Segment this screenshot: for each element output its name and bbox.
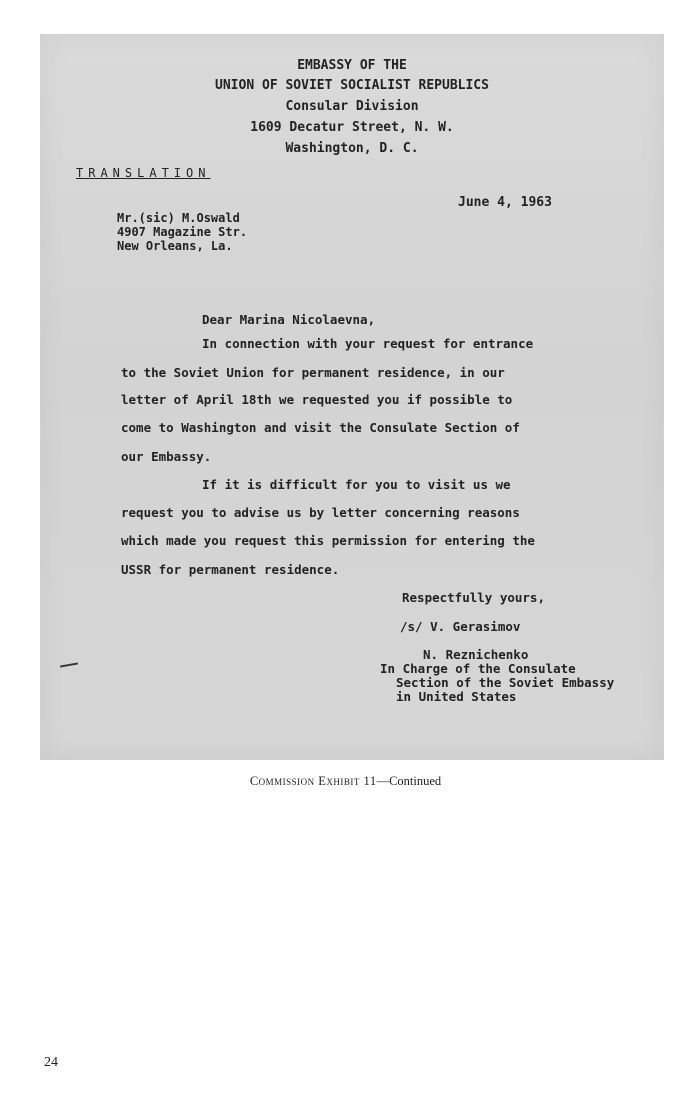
exhibit-caption-label: Commission Exhibit 11 bbox=[249, 774, 377, 788]
body-line: to the Soviet Union for permanent residence, in our bbox=[121, 365, 505, 380]
body-line: letter of April 18th we requested you if possible to bbox=[121, 392, 513, 407]
body-line: request you to advise us by letter concerning reasons bbox=[121, 505, 520, 520]
letterhead-union: UNION OF SOVIET SOCIALIST REPUBLICS bbox=[215, 78, 489, 93]
recipient-city: New Orleans, La. bbox=[117, 239, 233, 253]
exhibit-caption-suffix: —Continued bbox=[376, 774, 442, 788]
body-line: our Embassy. bbox=[121, 449, 212, 464]
body-line: which made you request this permission for entering the bbox=[121, 533, 535, 548]
body-line: come to Washington and visit the Consulate Section of bbox=[121, 420, 520, 435]
recipient-street: 4907 Magazine Str. bbox=[117, 225, 248, 239]
letter-date: June 4, 1963 bbox=[458, 195, 552, 210]
exhibit-caption bbox=[0, 774, 691, 789]
salutation: Dear Marina Nicolaevna, bbox=[202, 312, 376, 327]
body-line: If it is difficult for you to visit us we bbox=[202, 477, 511, 492]
body-line: In connection with your request for entrance bbox=[202, 336, 534, 351]
letterhead-division: Consular Division bbox=[285, 99, 419, 114]
official-title-line: In Charge of the Consulate bbox=[380, 661, 576, 676]
page-number: 24 bbox=[44, 1055, 58, 1070]
official-name: N. Reznichenko bbox=[423, 647, 529, 662]
body-line: USSR for permanent residence. bbox=[121, 562, 340, 577]
closing: Respectfully yours, bbox=[402, 590, 545, 605]
recipient-name: Mr.(sic) M.Oswald bbox=[117, 211, 240, 225]
margin-mark bbox=[60, 662, 78, 667]
signature: /s/ V. Gerasimov bbox=[400, 619, 521, 634]
letterhead-city: Washington, D. C. bbox=[285, 141, 419, 156]
official-title-line: Section of the Soviet Embassy bbox=[396, 675, 615, 690]
translation-label: TRANSLATION bbox=[76, 166, 211, 180]
letter-photograph bbox=[40, 34, 664, 760]
official-title-line: in United States bbox=[396, 689, 517, 704]
letterhead-street: 1609 Decatur Street, N. W. bbox=[250, 120, 454, 135]
letterhead-embassy: EMBASSY OF THE bbox=[297, 58, 407, 73]
